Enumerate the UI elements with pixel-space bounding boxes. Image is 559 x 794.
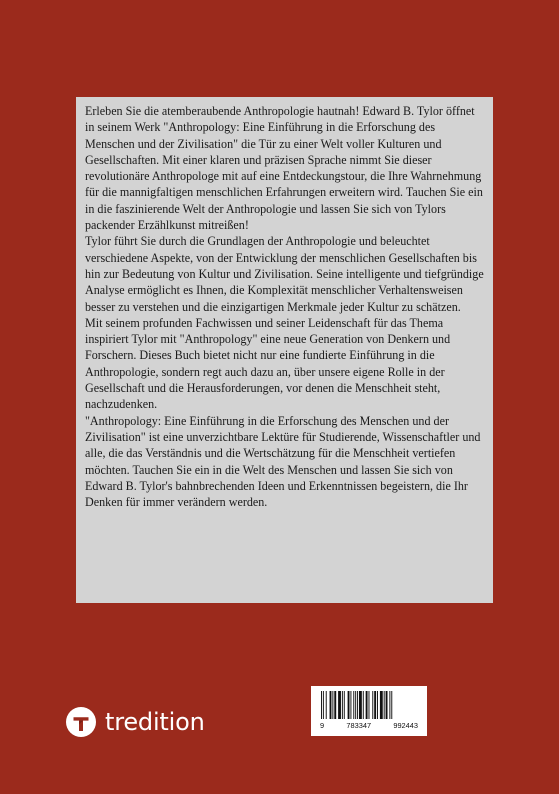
barcode-bar [384, 691, 385, 719]
barcode-bar [326, 691, 327, 719]
barcode-digits [319, 721, 419, 730]
barcode-bar [321, 691, 322, 719]
description-paragraph-4: "Anthropology: Eine Einführung in die Erforschung des Menschen und der Zivilisation" ist eine unverzichtbare Lektüre für Studierende, Wissenschaftler und alle, die das Verständnis und die Wertschätzung für die Menschheit vertiefen möchten. Tauchen Sie ein in die Welt des Menschen und lassen Sie sich von Edward B. Tylor's bahnbrechenden Ideen und Erkenntnissen begeistern, die Ihr Denken für immer verändern werden. [85, 413, 481, 510]
barcode-bar [359, 691, 362, 719]
barcode-bar [350, 691, 351, 719]
barcode-digit-lead: 9 [320, 721, 325, 730]
barcode-bar [338, 691, 341, 719]
barcode-bar [374, 691, 376, 719]
barcode-bar [342, 691, 343, 719]
barcode-bar [330, 691, 332, 719]
publisher-logo [66, 707, 205, 737]
barcode-bar [363, 691, 364, 719]
publisher-name: tredition [105, 708, 205, 736]
description-paragraph-1: Erleben Sie die atemberaubende Anthropologie hautnah! Edward B. Tylor öffnet in seinem Werk "Anthropology: Eine Einführung in die Erforschung des Menschen und der Zivilisation" die Tür zu einer Welt voller Kulturen und Gesellschaften. Mit einer klaren und präzisen Sprache nimmt Sie dieser revolutionäre Anthropologe mit auf eine Entdeckungstour, die Ihre Wahrnehmung für die mannigfaltigen menschlichen Erfahrungen erweitern wird. Tauchen Sie ein in die faszinierende Welt der Anthropologie und lassen Sie sich von Tylors packender Erzählkunst mitreißen! [85, 104, 483, 233]
barcode-bars [319, 691, 419, 719]
barcode-digits-right: 992443 [393, 721, 418, 730]
barcode-bar [344, 691, 345, 719]
barcode-bar [348, 691, 350, 719]
barcode-bar [353, 691, 354, 719]
barcode-bar [389, 691, 390, 719]
barcode-bar [380, 691, 383, 719]
description-paragraph-2: Tylor führt Sie durch die Grundlagen der Anthropologie und beleuchtet verschiedene Aspekte, von der Entwicklung der menschlichen Gesellschaften bis hin zur Bedeutung von Kultur und Zivilisation. Seine intelligente und tiefgründige Analyse ermöglicht es Ihnen, die Komplexität menschlicher Verhaltensweisen besser zu verstehen und die einzigartigen Merkmale jeder Kultur zu schätzen. [85, 234, 484, 314]
isbn-barcode [311, 686, 427, 736]
barcode-bar [332, 691, 333, 719]
barcode-bar [377, 691, 378, 719]
barcode-digits-left: 783347 [346, 721, 372, 730]
description-box [76, 97, 493, 603]
barcode-bar [372, 691, 373, 719]
barcode-bar [357, 691, 358, 719]
barcode-bar [369, 691, 370, 719]
barcode-bar [334, 691, 336, 719]
barcode-bar [355, 691, 356, 719]
barcode-bar [323, 691, 324, 719]
tredition-logo-icon [66, 707, 96, 737]
description-paragraph-3: Mit seinem profunden Fachwissen und seiner Leidenschaft für das Thema inspiriert Tylor mit "Anthropology" eine neue Generation von Denkern und Forschern. Dieses Buch bietet nicht nur eine fundierte Einführung in die Anthropologie, sondern regt auch dazu an, über unsere eigene Rolle in der Gesellschaft und die Herausforderungen, vor denen die Menschheit steht, nachzudenken. [85, 315, 451, 412]
barcode-bar [386, 691, 388, 719]
barcode-bar [366, 691, 368, 719]
barcode-bar [391, 691, 392, 719]
